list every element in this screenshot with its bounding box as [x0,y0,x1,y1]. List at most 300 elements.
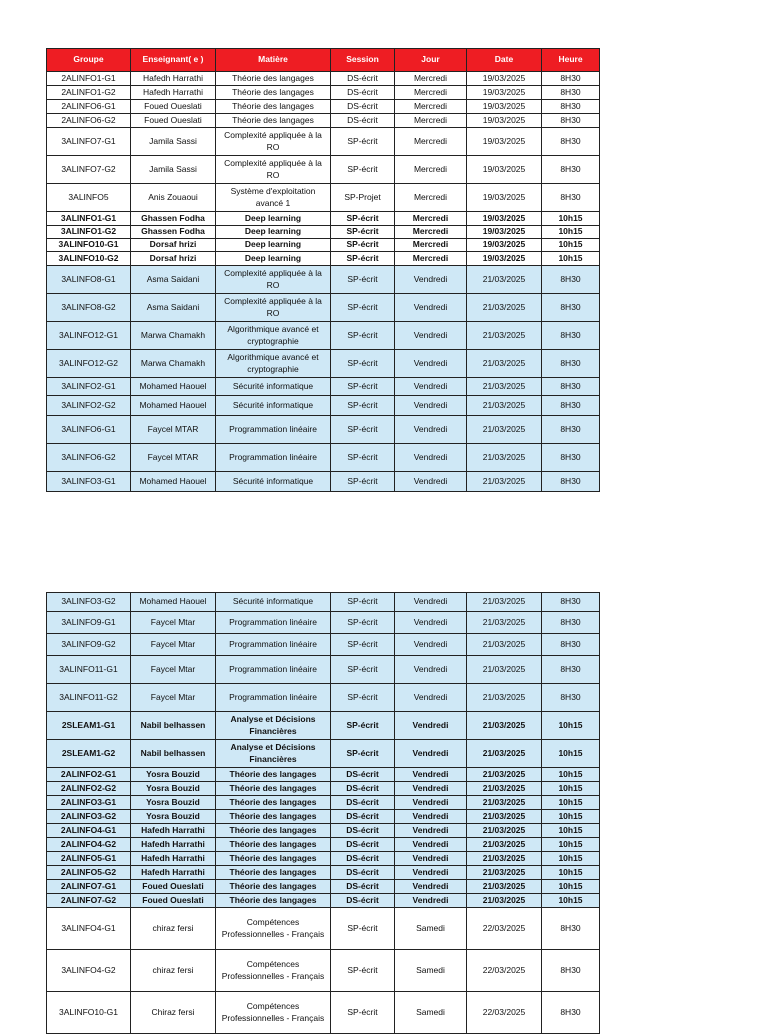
session-cell: SP-écrit [331,226,395,239]
heure-cell: 8H30 [542,114,600,128]
table-row [47,852,600,866]
heure-cell: 10h15 [542,810,600,824]
date-cell: 21/03/2025 [467,810,542,824]
table-row [47,593,600,612]
jour-cell: Vendredi [395,634,467,656]
session-cell: SP-écrit [331,593,395,612]
jour-cell: Vendredi [395,396,467,416]
enseignant-cell: Foued Oueslati [131,100,216,114]
enseignant-cell: Dorsaf hrizi [131,239,216,252]
groupe-cell: 3ALINFO3-G1 [47,472,131,492]
table-row [47,226,600,239]
matiere-cell: Théorie des langages [216,880,331,894]
date-cell: 21/03/2025 [467,612,542,634]
enseignant-cell: Faycel Mtar [131,684,216,712]
table-row [47,239,600,252]
groupe-cell: 3ALINFO9-G1 [47,612,131,634]
jour-cell: Vendredi [395,656,467,684]
date-cell: 21/03/2025 [467,796,542,810]
matiere-cell: Théorie des langages [216,838,331,852]
heure-cell: 8H30 [542,656,600,684]
header-jour: Jour [395,49,467,72]
groupe-cell: 2ALINFO5-G2 [47,866,131,880]
enseignant-cell: Ghassen Fodha [131,212,216,226]
heure-cell: 8H30 [542,100,600,114]
heure-cell: 10h15 [542,782,600,796]
date-cell: 21/03/2025 [467,782,542,796]
matiere-cell: Théorie des langages [216,114,331,128]
date-cell: 21/03/2025 [467,266,542,294]
groupe-cell: 3ALINFO8-G2 [47,294,131,322]
matiere-cell: Programmation linéaire [216,656,331,684]
heure-cell: 10h15 [542,796,600,810]
table-row [47,838,600,852]
heure-cell: 10h15 [542,252,600,266]
heure-cell: 10h15 [542,880,600,894]
date-cell: 21/03/2025 [467,472,542,492]
jour-cell: Mercredi [395,128,467,156]
jour-cell: Samedi [395,908,467,950]
jour-cell: Vendredi [395,712,467,740]
matiere-cell: Analyse et Décisions Financières [216,712,331,740]
jour-cell: Vendredi [395,294,467,322]
heure-cell: 8H30 [542,350,600,378]
groupe-cell: 2ALINFO1-G1 [47,72,131,86]
schedule-table-top [46,48,600,492]
enseignant-cell: Yosra Bouzid [131,796,216,810]
heure-cell: 8H30 [542,128,600,156]
jour-cell: Mercredi [395,184,467,212]
header-heure: Heure [542,49,600,72]
table-row [47,86,600,100]
jour-cell: Vendredi [395,880,467,894]
session-cell: DS-écrit [331,114,395,128]
groupe-cell: 3ALINFO1-G2 [47,226,131,239]
jour-cell: Samedi [395,950,467,992]
matiere-cell: Compétences Professionnelles - Français [216,908,331,950]
table-row [47,444,600,472]
jour-cell: Vendredi [395,266,467,294]
heure-cell: 8H30 [542,396,600,416]
schedule-body-bottom [47,593,600,1034]
matiere-cell: Complexité appliquée à la RO [216,266,331,294]
session-cell: SP-écrit [331,350,395,378]
groupe-cell: 3ALINFO12-G2 [47,350,131,378]
matiere-cell: Programmation linéaire [216,444,331,472]
groupe-cell: 3ALINFO6-G2 [47,444,131,472]
groupe-cell: 2ALINFO4-G1 [47,824,131,838]
table-row [47,416,600,444]
heure-cell: 8H30 [542,378,600,396]
groupe-cell: 3ALINFO7-G2 [47,156,131,184]
date-cell: 21/03/2025 [467,824,542,838]
matiere-cell: Théorie des langages [216,894,331,908]
session-cell: SP-écrit [331,656,395,684]
table-row [47,656,600,684]
heure-cell: 8H30 [542,184,600,212]
date-cell: 19/03/2025 [467,72,542,86]
groupe-cell: 2ALINFO2-G2 [47,782,131,796]
enseignant-cell: Mohamed Haouel [131,593,216,612]
groupe-cell: 3ALINFO5 [47,184,131,212]
jour-cell: Mercredi [395,226,467,239]
table-row [47,294,600,322]
date-cell: 19/03/2025 [467,184,542,212]
groupe-cell: 2ALINFO7-G1 [47,880,131,894]
session-cell: SP-écrit [331,294,395,322]
matiere-cell: Algorithmique avancé et cryptographie [216,350,331,378]
matiere-cell: Complexité appliquée à la RO [216,128,331,156]
table-row [47,266,600,294]
jour-cell: Vendredi [395,612,467,634]
heure-cell: 10h15 [542,824,600,838]
date-cell: 19/03/2025 [467,128,542,156]
heure-cell: 10h15 [542,852,600,866]
table-row [47,768,600,782]
date-cell: 19/03/2025 [467,100,542,114]
enseignant-cell: Yosra Bouzid [131,782,216,796]
enseignant-cell: Hafedh Harrathi [131,838,216,852]
enseignant-cell: Nabil belhassen [131,712,216,740]
enseignant-cell: Mohamed Haouel [131,378,216,396]
table-row [47,72,600,86]
table-row [47,740,600,768]
session-cell: SP-écrit [331,684,395,712]
groupe-cell: 2ALINFO1-G2 [47,86,131,100]
header-enseignant: Enseignant( e ) [131,49,216,72]
date-cell: 22/03/2025 [467,950,542,992]
table-row [47,992,600,1034]
groupe-cell: 3ALINFO3-G2 [47,593,131,612]
jour-cell: Mercredi [395,86,467,100]
heure-cell: 8H30 [542,992,600,1034]
enseignant-cell: Mohamed Haouel [131,396,216,416]
matiere-cell: Programmation linéaire [216,684,331,712]
jour-cell: Vendredi [395,782,467,796]
groupe-cell: 2ALINFO3-G1 [47,796,131,810]
enseignant-cell: chiraz fersi [131,950,216,992]
session-cell: DS-écrit [331,824,395,838]
enseignant-cell: Hafedh Harrathi [131,824,216,838]
groupe-cell: 3ALINFO11-G1 [47,656,131,684]
groupe-cell: 3ALINFO4-G2 [47,950,131,992]
matiere-cell: Théorie des langages [216,782,331,796]
matiere-cell: Théorie des langages [216,810,331,824]
session-cell: SP-écrit [331,239,395,252]
header-row [47,49,600,72]
table-row [47,712,600,740]
session-cell: SP-écrit [331,444,395,472]
session-cell: SP-écrit [331,156,395,184]
date-cell: 21/03/2025 [467,880,542,894]
date-cell: 21/03/2025 [467,838,542,852]
groupe-cell: 3ALINFO12-G1 [47,322,131,350]
heure-cell: 8H30 [542,266,600,294]
matiere-cell: Analyse et Décisions Financières [216,740,331,768]
heure-cell: 8H30 [542,444,600,472]
enseignant-cell: Foued Oueslati [131,894,216,908]
heure-cell: 10h15 [542,712,600,740]
matiere-cell: Théorie des langages [216,796,331,810]
session-cell: SP-écrit [331,908,395,950]
session-cell: SP-écrit [331,950,395,992]
groupe-cell: 3ALINFO2-G1 [47,378,131,396]
heure-cell: 10h15 [542,239,600,252]
table-row [47,184,600,212]
matiere-cell: Algorithmique avancé et cryptographie [216,322,331,350]
heure-cell: 8H30 [542,593,600,612]
groupe-cell: 3ALINFO8-G1 [47,266,131,294]
matiere-cell: Complexité appliquée à la RO [216,156,331,184]
heure-cell: 8H30 [542,612,600,634]
date-cell: 19/03/2025 [467,226,542,239]
jour-cell: Vendredi [395,684,467,712]
enseignant-cell: Jamila Sassi [131,156,216,184]
jour-cell: Vendredi [395,838,467,852]
session-cell: DS-écrit [331,100,395,114]
matiere-cell: Deep learning [216,212,331,226]
groupe-cell: 2ALINFO6-G1 [47,100,131,114]
jour-cell: Vendredi [395,768,467,782]
matiere-cell: Programmation linéaire [216,634,331,656]
date-cell: 19/03/2025 [467,252,542,266]
enseignant-cell: Hafedh Harrathi [131,852,216,866]
date-cell: 21/03/2025 [467,894,542,908]
date-cell: 21/03/2025 [467,294,542,322]
enseignant-cell: Marwa Chamakh [131,322,216,350]
enseignant-cell: Marwa Chamakh [131,350,216,378]
groupe-cell: 3ALINFO11-G2 [47,684,131,712]
matiere-cell: Deep learning [216,226,331,239]
session-cell: SP-écrit [331,266,395,294]
date-cell: 21/03/2025 [467,322,542,350]
jour-cell: Vendredi [395,740,467,768]
table-row [47,114,600,128]
date-cell: 21/03/2025 [467,740,542,768]
table-row [47,396,600,416]
date-cell: 21/03/2025 [467,852,542,866]
matiere-cell: Théorie des langages [216,100,331,114]
enseignant-cell: Yosra Bouzid [131,810,216,824]
session-cell: SP-écrit [331,252,395,266]
table-row [47,880,600,894]
header-groupe: Groupe [47,49,131,72]
groupe-cell: 2ALINFO5-G1 [47,852,131,866]
groupe-cell: 3ALINFO7-G1 [47,128,131,156]
jour-cell: Vendredi [395,416,467,444]
heure-cell: 8H30 [542,416,600,444]
matiere-cell: Complexité appliquée à la RO [216,294,331,322]
jour-cell: Mercredi [395,114,467,128]
groupe-cell: 3ALINFO10-G1 [47,992,131,1034]
table-row [47,796,600,810]
session-cell: DS-écrit [331,852,395,866]
jour-cell: Mercredi [395,72,467,86]
enseignant-cell: Faycel Mtar [131,612,216,634]
groupe-cell: 2ALINFO3-G2 [47,810,131,824]
table-row [47,810,600,824]
date-cell: 21/03/2025 [467,866,542,880]
date-cell: 22/03/2025 [467,908,542,950]
enseignant-cell: Faycel MTAR [131,416,216,444]
enseignant-cell: Faycel Mtar [131,656,216,684]
enseignant-cell: Dorsaf hrizi [131,252,216,266]
groupe-cell: 2ALINFO4-G2 [47,838,131,852]
jour-cell: Mercredi [395,100,467,114]
date-cell: 19/03/2025 [467,114,542,128]
heure-cell: 8H30 [542,634,600,656]
jour-cell: Vendredi [395,810,467,824]
heure-cell: 8H30 [542,294,600,322]
session-cell: DS-écrit [331,838,395,852]
jour-cell: Vendredi [395,796,467,810]
matiere-cell: Sécurité informatique [216,378,331,396]
session-cell: SP-écrit [331,322,395,350]
session-cell: DS-écrit [331,768,395,782]
session-cell: SP-écrit [331,378,395,396]
enseignant-cell: Mohamed Haouel [131,472,216,492]
table-row [47,350,600,378]
groupe-cell: 3ALINFO4-G1 [47,908,131,950]
jour-cell: Vendredi [395,852,467,866]
table-row [47,378,600,396]
date-cell: 19/03/2025 [467,86,542,100]
schedule-body-top [47,72,600,492]
heure-cell: 8H30 [542,472,600,492]
header-matiere: Matière [216,49,331,72]
table-row [47,472,600,492]
session-cell: DS-écrit [331,866,395,880]
table-row [47,866,600,880]
jour-cell: Vendredi [395,322,467,350]
jour-cell: Mercredi [395,239,467,252]
jour-cell: Mercredi [395,156,467,184]
date-cell: 19/03/2025 [467,239,542,252]
jour-cell: Mercredi [395,212,467,226]
date-cell: 21/03/2025 [467,684,542,712]
jour-cell: Vendredi [395,472,467,492]
table-row [47,824,600,838]
groupe-cell: 2SLEAM1-G2 [47,740,131,768]
groupe-cell: 3ALINFO10-G1 [47,239,131,252]
heure-cell: 8H30 [542,72,600,86]
jour-cell: Vendredi [395,444,467,472]
date-cell: 21/03/2025 [467,378,542,396]
heure-cell: 10h15 [542,768,600,782]
table-row [47,908,600,950]
groupe-cell: 2ALINFO2-G1 [47,768,131,782]
enseignant-cell: Foued Oueslati [131,114,216,128]
session-cell: DS-écrit [331,880,395,894]
enseignant-cell: Faycel MTAR [131,444,216,472]
table-row [47,156,600,184]
table-row [47,782,600,796]
groupe-cell: 3ALINFO2-G2 [47,396,131,416]
groupe-cell: 3ALINFO10-G2 [47,252,131,266]
enseignant-cell: Anis Zouaoui [131,184,216,212]
schedule-table-bottom [46,592,600,1034]
heure-cell: 8H30 [542,950,600,992]
session-cell: SP-écrit [331,396,395,416]
matiere-cell: Sécurité informatique [216,472,331,492]
session-cell: SP-écrit [331,472,395,492]
enseignant-cell: Ghassen Fodha [131,226,216,239]
jour-cell: Mercredi [395,252,467,266]
session-cell: SP-écrit [331,128,395,156]
session-cell: DS-écrit [331,796,395,810]
date-cell: 21/03/2025 [467,768,542,782]
matiere-cell: Programmation linéaire [216,612,331,634]
heure-cell: 8H30 [542,86,600,100]
date-cell: 21/03/2025 [467,634,542,656]
session-cell: SP-écrit [331,712,395,740]
matiere-cell: Théorie des langages [216,824,331,838]
table-row [47,612,600,634]
groupe-cell: 3ALINFO6-G1 [47,416,131,444]
table-row [47,212,600,226]
enseignant-cell: Faycel Mtar [131,634,216,656]
jour-cell: Vendredi [395,824,467,838]
table-row [47,684,600,712]
heure-cell: 10h15 [542,866,600,880]
matiere-cell: Théorie des langages [216,852,331,866]
session-cell: SP-écrit [331,612,395,634]
date-cell: 19/03/2025 [467,212,542,226]
date-cell: 22/03/2025 [467,992,542,1034]
matiere-cell: Théorie des langages [216,86,331,100]
session-cell: SP-écrit [331,634,395,656]
enseignant-cell: Hafedh Harrathi [131,866,216,880]
matiere-cell: Programmation linéaire [216,416,331,444]
enseignant-cell: Hafedh Harrathi [131,72,216,86]
enseignant-cell: chiraz fersi [131,908,216,950]
heure-cell: 10h15 [542,212,600,226]
table-row [47,950,600,992]
groupe-cell: 2ALINFO7-G2 [47,894,131,908]
table-row [47,634,600,656]
date-cell: 21/03/2025 [467,416,542,444]
header-date: Date [467,49,542,72]
date-cell: 19/03/2025 [467,156,542,184]
jour-cell: Vendredi [395,593,467,612]
groupe-cell: 3ALINFO1-G1 [47,212,131,226]
session-cell: SP-écrit [331,212,395,226]
session-cell: DS-écrit [331,894,395,908]
matiere-cell: Sécurité informatique [216,396,331,416]
matiere-cell: Deep learning [216,239,331,252]
jour-cell: Samedi [395,992,467,1034]
heure-cell: 10h15 [542,894,600,908]
enseignant-cell: Yosra Bouzid [131,768,216,782]
matiere-cell: Compétences Professionnelles - Français [216,992,331,1034]
jour-cell: Vendredi [395,894,467,908]
enseignant-cell: Hafedh Harrathi [131,86,216,100]
session-cell: DS-écrit [331,72,395,86]
table-row [47,252,600,266]
heure-cell: 8H30 [542,684,600,712]
matiere-cell: Théorie des langages [216,768,331,782]
date-cell: 21/03/2025 [467,593,542,612]
matiere-cell: Compétences Professionnelles - Français [216,950,331,992]
date-cell: 21/03/2025 [467,396,542,416]
heure-cell: 8H30 [542,156,600,184]
session-cell: SP-Projet [331,184,395,212]
groupe-cell: 2ALINFO6-G2 [47,114,131,128]
table-row [47,894,600,908]
session-cell: DS-écrit [331,810,395,824]
heure-cell: 10h15 [542,226,600,239]
enseignant-cell: Foued Oueslati [131,880,216,894]
